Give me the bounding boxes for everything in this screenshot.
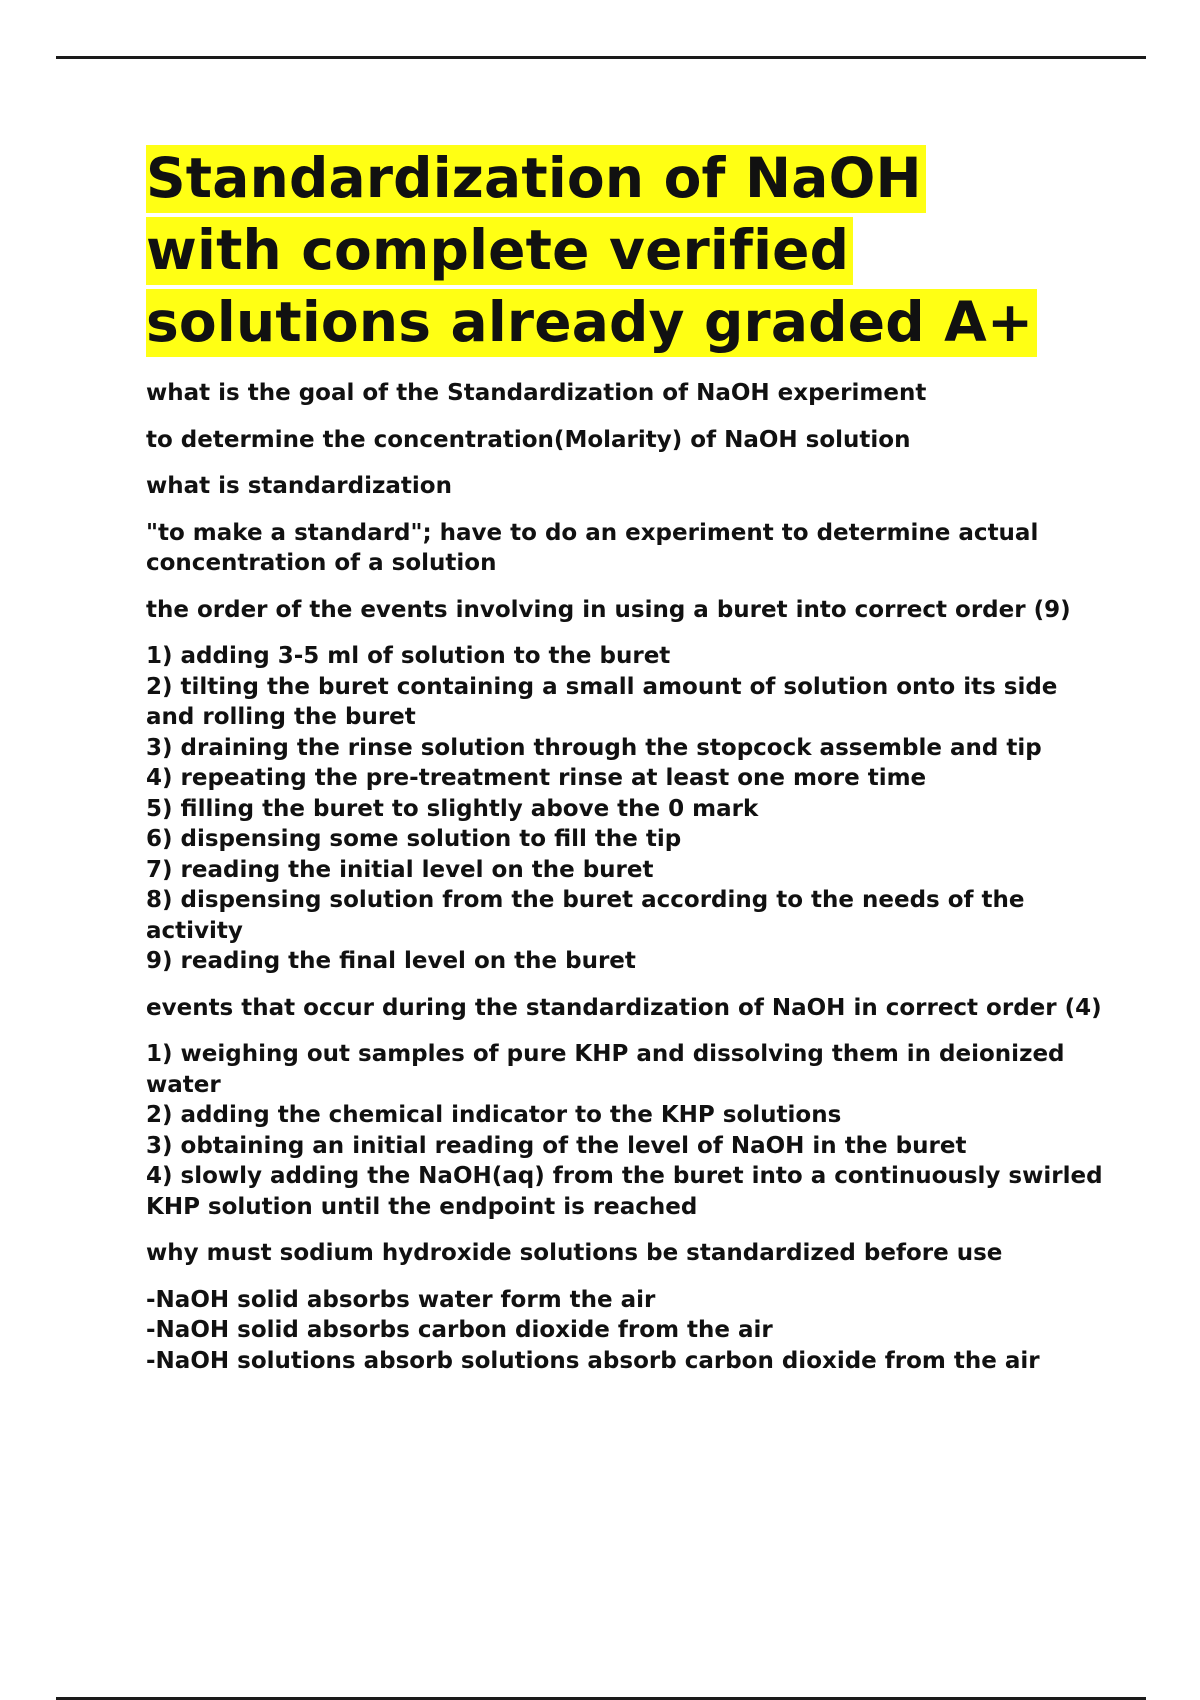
- answer-4-list: [146, 1039, 1106, 1222]
- answer-5-list: [146, 1285, 1106, 1377]
- list-item: -NaOH solid absorbs water form the air: [146, 1286, 656, 1313]
- list-item: 9) reading the final level on the buret: [146, 948, 636, 974]
- list-item: 2) tilting the buret containing a small amount of solution onto its side and rolling the buret: [146, 673, 1058, 730]
- answer-3-list: [146, 641, 1106, 977]
- title-line-3: solutions already graded A+: [146, 289, 1037, 357]
- title-line-2: with complete verified: [146, 217, 853, 285]
- list-item: 4) repeating the pre-treatment rinse at least one more time: [146, 765, 927, 791]
- answer-1: to determine the concentration(Molarity) of NaOH solution: [146, 426, 911, 453]
- list-item: 2) adding the chemical indicator to the KHP solutions: [146, 1102, 842, 1128]
- document-body: [146, 142, 1106, 1392]
- list-item: 1) weighing out samples of pure KHP and dissolving them in deionized water: [146, 1041, 1065, 1098]
- list-item: 3) obtaining an initial reading of the level of NaOH in the buret: [146, 1132, 967, 1159]
- answer-2: "to make a standard"; have to do an experiment to determine actual concentration of a solution: [146, 519, 1039, 576]
- list-item: 5) filling the buret to slightly above the 0 mark: [146, 795, 759, 822]
- question-2: what is standardization: [146, 473, 452, 499]
- list-item: 6) dispensing some solution to fill the tip: [146, 826, 682, 852]
- header-rule: [56, 56, 1146, 59]
- list-item: 7) reading the initial level on the buret: [146, 856, 654, 883]
- list-item: 8) dispensing solution from the buret according to the needs of the activity: [146, 887, 1025, 944]
- list-item: -NaOH solid absorbs carbon dioxide from the air: [146, 1317, 773, 1343]
- list-item: 1) adding 3-5 ml of solution to the buret: [146, 643, 671, 669]
- question-5: why must sodium hydroxide solutions be standardized before use: [146, 1240, 1003, 1266]
- list-item: -NaOH solutions absorb solutions absorb carbon dioxide from the air: [146, 1347, 1040, 1374]
- title-line-1: Standardization of NaOH: [146, 145, 926, 213]
- list-item: 4) slowly adding the NaOH(aq) from the buret into a continuously swirled KHP solution until the endpoint is reached: [146, 1163, 1103, 1220]
- page-title: [146, 142, 1106, 358]
- question-1: what is the goal of the Standardization of NaOH experiment: [146, 380, 927, 406]
- list-item: 3) draining the rinse solution through the stopcock assemble and tip: [146, 734, 1042, 761]
- question-3: the order of the events involving in using a buret into correct order (9): [146, 596, 1071, 623]
- question-4: events that occur during the standardization of NaOH in correct order (4): [146, 994, 1102, 1021]
